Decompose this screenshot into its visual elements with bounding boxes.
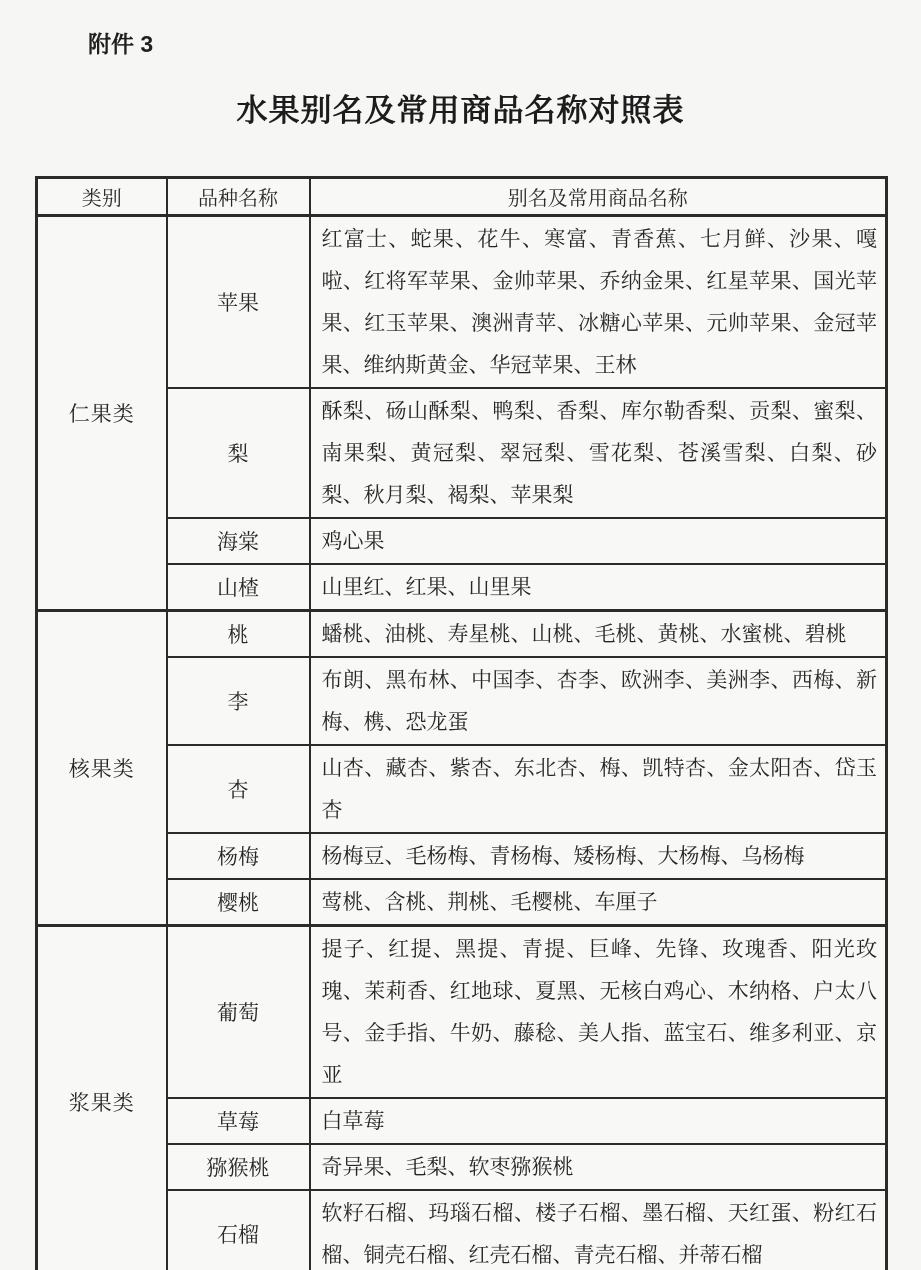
aliases-cell: 提子、红提、黑提、青提、巨峰、先锋、玫瑰香、阳光玫瑰、茉莉香、红地球、夏黑、无核白鸡心、木纳格、户太八号、金手指、牛奶、藤稔、美人指、蓝宝石、维多利亚、京亚: [310, 926, 887, 1099]
variety-cell: 樱桃: [167, 879, 310, 926]
table-row: [37, 611, 887, 658]
header-cell-aliases: 别名及常用商品名称: [310, 178, 887, 216]
fruit-alias-table: [35, 176, 888, 1270]
aliases-cell: 布朗、黑布林、中国李、杏李、欧洲李、美洲李、西梅、新梅、槜、恐龙蛋: [310, 657, 887, 745]
aliases-cell: 软籽石榴、玛瑙石榴、楼子石榴、墨石榴、天红蛋、粉红石榴、铜壳石榴、红壳石榴、青壳石榴、并蒂石榴: [310, 1190, 887, 1270]
header-cell-category: 类别: [37, 178, 167, 216]
variety-cell: 草莓: [167, 1098, 310, 1144]
aliases-cell: 山里红、红果、山里果: [310, 564, 887, 611]
page-title: 水果别名及常用商品名称对照表: [236, 93, 685, 128]
variety-cell: 杏: [167, 745, 310, 833]
variety-cell: 石榴: [167, 1190, 310, 1270]
variety-cell: 桃: [167, 611, 310, 658]
variety-cell: 梨: [167, 388, 310, 518]
attachment-label: 附件 3: [88, 31, 154, 57]
aliases-cell: 红富士、蛇果、花牛、寒富、青香蕉、七月鲜、沙果、嘎啦、红将军苹果、金帅苹果、乔纳金果、红星苹果、国光苹果、红玉苹果、澳洲青苹、冰糖心苹果、元帅苹果、金冠苹果、维纳斯黄金、华冠苹果、王林: [310, 216, 887, 389]
variety-cell: 杨梅: [167, 833, 310, 879]
variety-cell: 山楂: [167, 564, 310, 611]
variety-cell: 苹果: [167, 216, 310, 389]
aliases-cell: 杨梅豆、毛杨梅、青杨梅、矮杨梅、大杨梅、乌杨梅: [310, 833, 887, 879]
aliases-cell: 山杏、藏杏、紫杏、东北杏、梅、凯特杏、金太阳杏、岱玉杏: [310, 745, 887, 833]
aliases-cell: 莺桃、含桃、荆桃、毛樱桃、车厘子: [310, 879, 887, 926]
table-header-row: [37, 178, 887, 216]
table-row: [37, 926, 887, 1099]
category-cell: 核果类: [37, 611, 167, 926]
variety-cell: 海棠: [167, 518, 310, 564]
table-row: [37, 216, 887, 389]
variety-cell: 李: [167, 657, 310, 745]
aliases-cell: 蟠桃、油桃、寿星桃、山桃、毛桃、黄桃、水蜜桃、碧桃: [310, 611, 887, 658]
aliases-cell: 白草莓: [310, 1098, 887, 1144]
header-cell-variety: 品种名称: [167, 178, 310, 216]
aliases-cell: 酥梨、砀山酥梨、鸭梨、香梨、库尔勒香梨、贡梨、蜜梨、南果梨、黄冠梨、翠冠梨、雪花梨、苍溪雪梨、白梨、砂梨、秋月梨、褐梨、苹果梨: [310, 388, 887, 518]
aliases-cell: 鸡心果: [310, 518, 887, 564]
variety-cell: 葡萄: [167, 926, 310, 1099]
category-cell: 浆果类: [37, 926, 167, 1270]
variety-cell: 猕猴桃: [167, 1144, 310, 1190]
aliases-cell: 奇异果、毛梨、软枣猕猴桃: [310, 1144, 887, 1190]
category-cell: 仁果类: [37, 216, 167, 611]
